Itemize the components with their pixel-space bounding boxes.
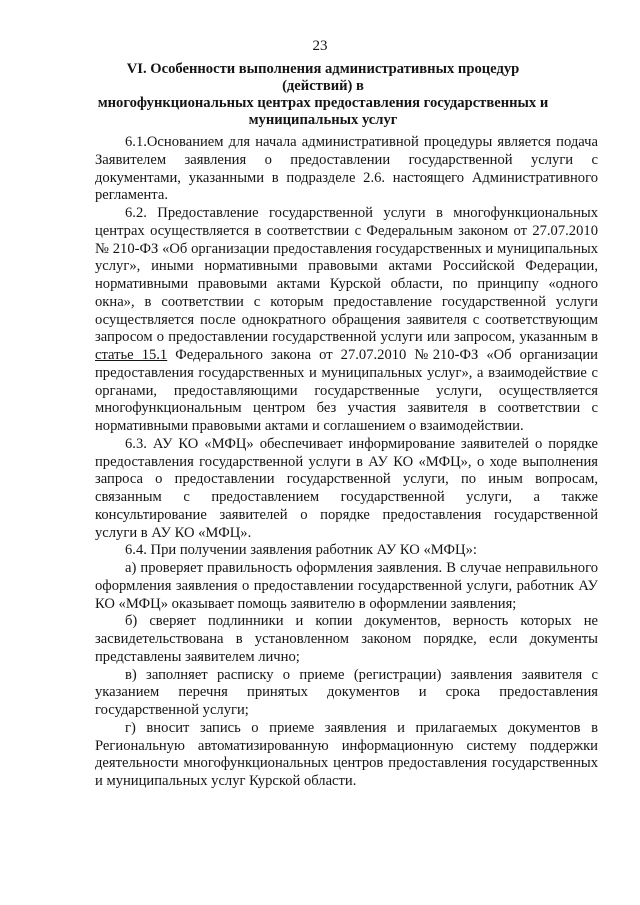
paragraph-6-2-text-before: 6.2. Предоставление государственной услуги в многофункциональных центрах осуществляется в соответствии с Федеральным законом от 27.07.2010 № 210-ФЗ «Об организации предоставления государственных и муниципальных услуг», иными нормативными правовыми актами Российской Федерации, нормативными правовыми актами Курской области, по принципу «одного окна», в соответствии с которым предоставление государственной услуги осуществляется после однократного обращения заявителя с соответствующим запросом о предоставлении государственной услуги или запросом, указанным в — [95, 205, 598, 346]
page-number: 23 — [312, 38, 328, 54]
paragraph-6-2 — [95, 205, 598, 436]
list-item-v: в) заполняет расписку о приеме (регистрации) заявления заявителя с указанием перечня принятых документов и срока предоставления государственной услуги; — [95, 666, 598, 718]
section-title-line: VI. Особенности выполнения административных процедур (действий) в — [126, 61, 520, 94]
paragraph-6-3: 6.3. АУ КО «МФЦ» обеспечивает информирование заявителей о порядке предоставления государственной услуги в АУ КО «МФЦ», о ходе выполнения запроса о предоставлении государственной услуги, по иным вопросам, связанным с предоставлением государственной услуги, а также консультирование заявителей о порядке предоставления государственной услуги в АУ КО «МФЦ». — [95, 435, 598, 541]
section-title-line: многофункциональных центрах предоставления государственных и — [97, 95, 549, 111]
document-body — [95, 134, 598, 791]
section-title — [96, 61, 550, 129]
article-15-1-link[interactable]: статье 15.1 — [95, 347, 168, 363]
paragraph-6-1: 6.1.Основанием для начала административной процедуры является подача Заявителем заявления о предоставлении государственной услуги с документами, указанными в подразделе 2.6. настоящего Административного регламента. — [95, 134, 598, 204]
paragraph-6-2-text-after: Федерального закона от 27.07.2010 №210-ФЗ «Об организации предоставления государственных и муниципальных услуг», а взаимодействие с органами, предоставляющими государственные услуги, осуществляется многофункциональным центром без участия заявителя в соответствии с нормативными правовыми актами и соглашением о взаимодействии. — [95, 347, 598, 434]
section-title-line: муниципальных услуг — [248, 112, 398, 128]
list-item-b: б) сверяет подлинники и копии документов, верность которых не засвидетельствована в установленном законом порядке, если документы представлены заявителем лично; — [95, 613, 598, 665]
paragraph-6-4: 6.4. При получении заявления работник АУ КО «МФЦ»: — [125, 542, 477, 559]
list-item-a: а) проверяет правильность оформления заявления. В случае неправильного оформления заявления о предоставлении государственной услуги, работник АУ КО «МФЦ» оказывает помощь заявителю в оформлении заявления; — [95, 560, 598, 612]
list-item-g: г) вносит запись о приеме заявления и прилагаемых документов в Региональную автоматизированную информационную систему поддержки деятельности многофункциональных центров предоставления государственных и муниципальных услуг Курской области. — [95, 719, 598, 789]
